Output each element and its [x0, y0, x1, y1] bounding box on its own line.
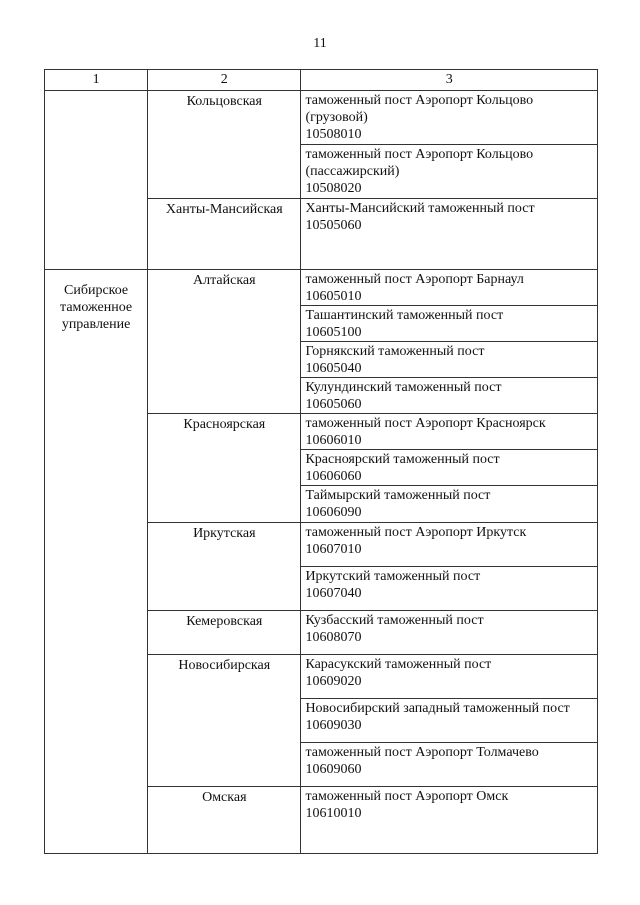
region-cell: Красноярская [148, 414, 301, 523]
posts-cell [301, 270, 598, 414]
post-item [301, 342, 597, 378]
region-cell: Омская [148, 787, 301, 854]
post-name: таможенный пост Аэропорт Красноярск [305, 416, 546, 431]
post-item [301, 270, 597, 306]
post-item [301, 306, 597, 342]
posts-cell [301, 414, 598, 523]
post-code: 10606060 [305, 469, 362, 484]
post-name: таможенный пост Аэропорт Кольцово (пассажирский) [305, 147, 534, 179]
post-code: 10607040 [305, 586, 362, 601]
post-item [301, 199, 597, 267]
post-code: 10606090 [305, 505, 362, 520]
region-cell: Кемеровская [148, 611, 301, 655]
header-col-2: 2 [148, 70, 301, 91]
post-item [301, 378, 597, 413]
region-cell: Иркутская [148, 523, 301, 611]
page-number: 11 [313, 36, 327, 51]
post-item [301, 91, 597, 145]
post-name: Иркутский таможенный пост [305, 569, 481, 584]
post-name: Таймырский таможенный пост [305, 488, 491, 503]
post-code: 10508010 [305, 127, 362, 142]
table-row [45, 91, 598, 199]
post-item [301, 611, 597, 654]
post-code: 10610010 [305, 806, 362, 821]
customs-posts-table [44, 69, 598, 854]
post-item [301, 699, 597, 743]
post-item [301, 523, 597, 567]
table-row [45, 270, 598, 414]
department-cell [45, 91, 148, 270]
post-code: 10608070 [305, 630, 362, 645]
region-cell: Алтайская [148, 270, 301, 414]
region-cell: Ханты-Мансийская [148, 199, 301, 270]
region-cell: Кольцовская [148, 91, 301, 199]
post-item [301, 743, 597, 786]
post-code: 10606010 [305, 433, 362, 448]
region-cell: Новосибирская [148, 655, 301, 787]
post-name: Красноярский таможенный пост [305, 452, 500, 467]
post-item [301, 655, 597, 699]
posts-cell [301, 787, 598, 854]
post-name: таможенный пост Аэропорт Толмачево [305, 745, 539, 760]
posts-cell [301, 199, 598, 270]
post-code: 10609060 [305, 762, 362, 777]
header-col-3: 3 [301, 70, 598, 91]
post-name: таможенный пост Аэропорт Кольцово (грузовой) [305, 93, 534, 125]
header-col-1: 1 [45, 70, 148, 91]
post-code: 10605100 [305, 325, 362, 340]
post-code: 10609020 [305, 674, 362, 689]
post-code: 10505060 [305, 218, 362, 233]
post-name: Горнякский таможенный пост [305, 344, 485, 359]
post-item [301, 450, 597, 486]
post-code: 10609030 [305, 718, 362, 733]
post-code: 10607010 [305, 542, 362, 557]
post-code: 10605040 [305, 361, 362, 376]
post-code: 10605060 [305, 397, 362, 412]
posts-cell [301, 523, 598, 611]
post-name: Карасукский таможенный пост [305, 657, 492, 672]
posts-cell [301, 91, 598, 199]
post-item [301, 414, 597, 450]
post-item [301, 787, 597, 853]
post-code: 10605010 [305, 289, 362, 304]
department-cell: Сибирское таможенное управление [45, 270, 148, 854]
post-name: таможенный пост Аэропорт Омск [305, 789, 509, 804]
post-item [301, 145, 597, 198]
posts-cell [301, 655, 598, 787]
posts-cell [301, 611, 598, 655]
post-name: Ташантинский таможенный пост [305, 308, 504, 323]
post-name: Ханты-Мансийский таможенный пост [305, 201, 535, 216]
post-name: таможенный пост Аэропорт Барнаул [305, 272, 524, 287]
post-item [301, 567, 597, 610]
post-name: таможенный пост Аэропорт Иркутск [305, 525, 527, 540]
post-name: Новосибирский западный таможенный пост [305, 701, 570, 716]
post-name: Кузбасский таможенный пост [305, 613, 484, 628]
post-item [301, 486, 597, 522]
post-code: 10508020 [305, 181, 362, 196]
header-row [45, 70, 598, 91]
post-name: Кулундинский таможенный пост [305, 380, 502, 395]
